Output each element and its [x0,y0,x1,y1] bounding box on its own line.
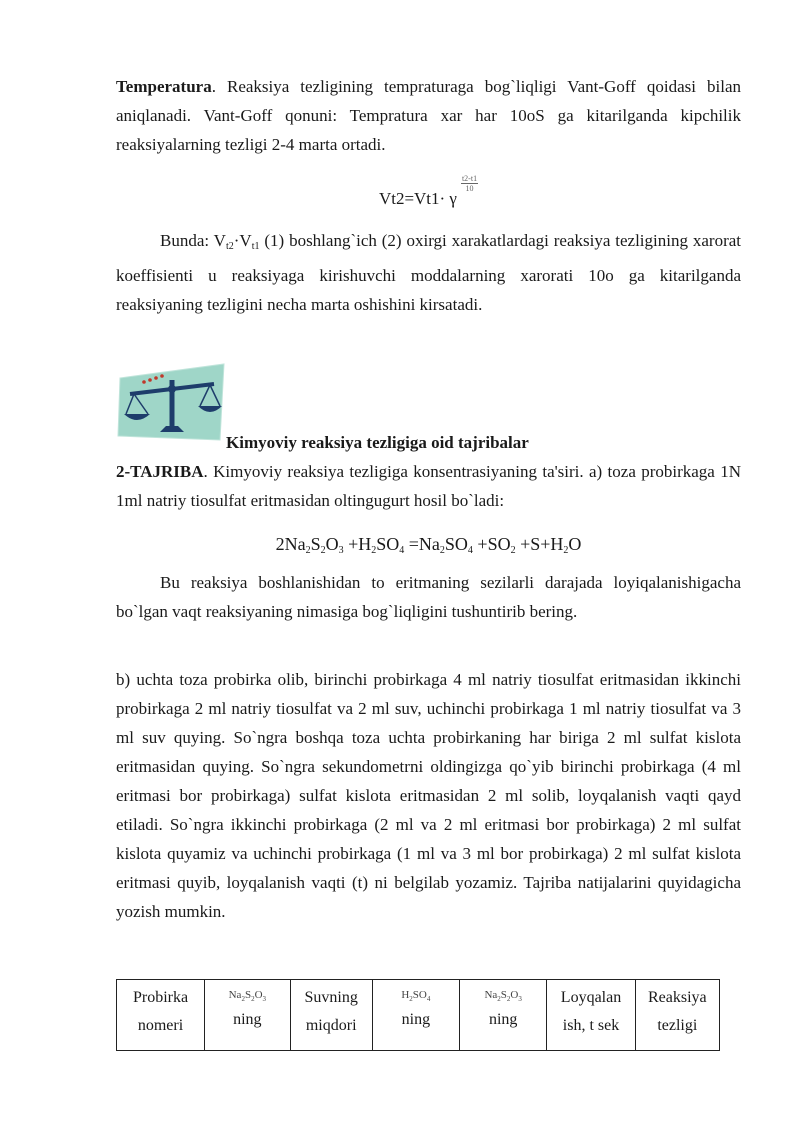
header-na2s2o3: $Na_2S_2O_3$ ning [205,980,291,1051]
formula-exponent: $\frac{t2-t1}{10}$ [461,174,478,193]
header-suv: Suvning miqdori [290,980,372,1051]
balance-scale-icon [116,356,228,442]
header-na2s2o3-2: $Na_2S_2O_3$ ning [459,980,546,1051]
paragraph-procedure: b) uchta toza probirka olib, birinchi probirkaga 4 ml natriy tiosulfat eritmasidan ikkinchi probirkaga 2 ml natriy tiosulfat va 2 ml suv, uchinchi probirkaga 1 ml natriy tiosulfat va 3 ml suv quying. So`ngra boshqa toza uchta probirkaning har biriga 2 ml sulfat kislota eritmasidan quying. So`ngra sekundometrni oldingizga qo`yib birinchi probirkaga (4 ml eritmasi bor probirkaga) sulfat kislota eritmasidan 2 ml solib, loyqalanish vaqti qayd etiladi. So`ngra ikkinchi probirkaga (2 ml va 2 ml eritmasi bor probirkaga) 2 ml sulfat kislota quyamiz va uchinchi probirkaga (1 ml va 3 ml bor probirkaga) 2 ml sulfat kislota eritmasi quyib, loyqalanish vaqti (t) ni belgilab yozamiz. Tajriba natijalarini quyidagicha yozish mumkin. [116,670,741,921]
header-reaksiya-tezligi: Reaksiya tezligi [635,980,719,1051]
experiment-title: 2-TAJRIBA [116,462,204,481]
paragraph-explanation: Bunda: $V_{t2}\cdot V_{t1}$ (1) boshlang`ich (2) oxirgi xarakatlardagi reaksiya tezligining xarorat koeffisienti u reaksiyaga kirishuvchi moddalarning xarorati 10o ga kitarilganda reaksiyaning tezligini necha marta oshishini kirsatadi. [116,231,741,314]
temperature-text: . Reaksiya tezligining tempraturaga bog`liqligi Vant-Goff qoidasi bilan aniqlanadi. Vant-Goff qonuni: Tempratura xar har 10oS ga kitarilganda kipchilik reaksiyalarning tezligi 2-4 marta ortadi. [116,77,741,154]
table-header-row [117,980,720,1051]
paragraph-question: Bu reaksiya boshlanishidan to eritmaning sezilarli darajada loyiqalanishigacha bo`lgan vaqt reaksiyaning nimasiga bog`liqligini tushuntirib bering. [116,573,741,621]
header-h2so4: $H_2SO_4$ ning [372,980,459,1051]
reaction-equation: $2Na_2S_2O_3 +H_2SO_4 =Na_2SO_4 +SO_2 +S+H_2O$ [275,534,582,556]
formula-lhs: Vt2=Vt1· γ [378,189,457,208]
vant-goff-formula [116,174,741,213]
paragraph-experiment-2 [116,457,741,515]
temperature-title: Temperatura [116,77,212,96]
experiment-text: . Kimyoviy reaksiya tezligiga konsentrasiyaning ta'siri. a) toza probirkaga 1N 1ml natriy tiosulfat eritmasidan oltingugurt hosil bo`ladi: [116,462,741,510]
section-heading: Kimyoviy reaksiya tezligiga oid tajribalar [226,433,529,452]
header-probirka: Probirka nomeri [117,980,205,1051]
results-table [116,979,720,1051]
header-loyqalanish: Loyqalan ish, t sek [547,980,635,1051]
paragraph-temperature [116,72,741,159]
